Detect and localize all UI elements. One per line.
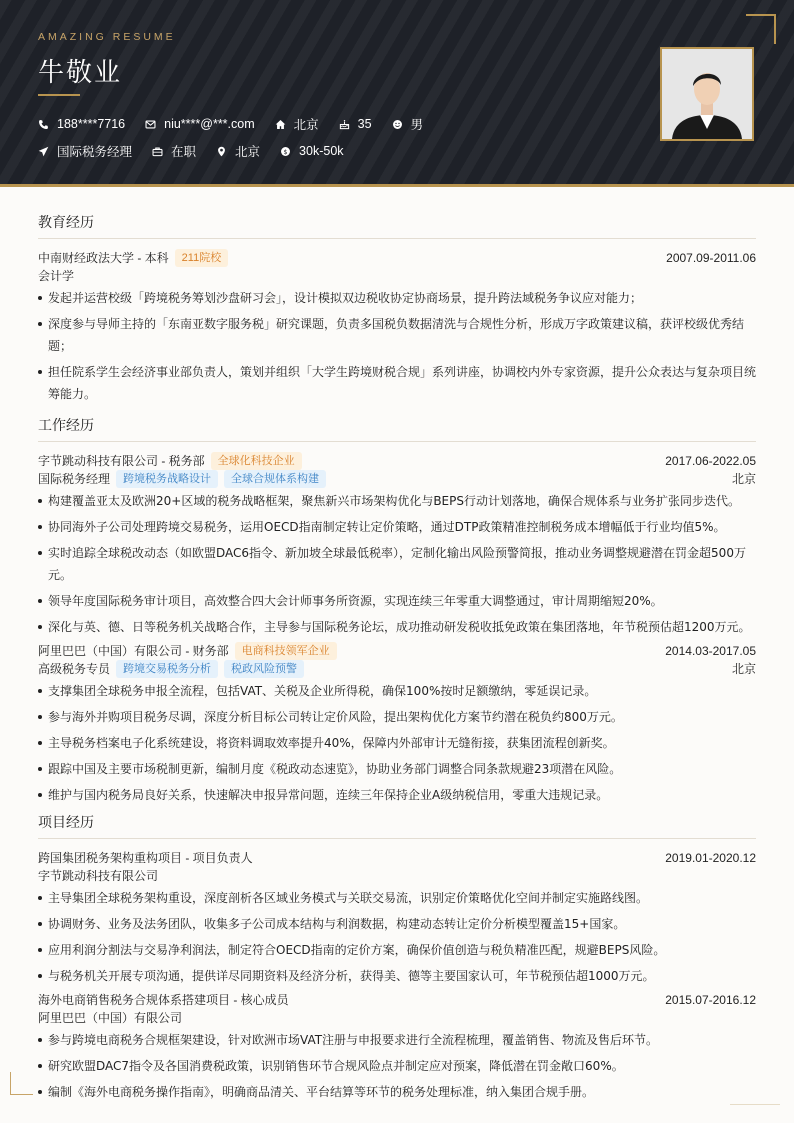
list-item: 研究欧盟DAC7指令及各国消费税政策，识别销售环节合规风险点并制定应对预案，降低潜在罚金敞口60%。 [38, 1055, 756, 1077]
phone-icon [38, 119, 49, 130]
company-tag: 全球化科技企业 [211, 452, 302, 470]
role-tag: 跨境税务战略设计 [116, 470, 218, 488]
status-value: 在职 [171, 145, 197, 159]
job-role: 高级税务专员 [38, 662, 111, 676]
home-icon [275, 119, 286, 130]
list-item: 参与海外并购项目税务尽调，深度分析目标公司转让定价风险，提出架构优化方案节约潜在税负约800万元。 [38, 706, 756, 728]
corner-ornament-bottom-right [730, 1104, 780, 1105]
salary-value: 30k-50k [299, 144, 344, 158]
projects-section [38, 812, 756, 1107]
list-item: 协调财务、业务及法务团队，收集多子公司成本结构与利润数据，构建动态转让定价分析模型覆盖15+国家。 [38, 913, 756, 935]
list-item: 领导年度国际税务审计项目，高效整合四大会计师事务所资源，实现连续三年零重大调整通过，审计周期缩短20%。 [38, 590, 756, 612]
money-icon [280, 146, 291, 157]
corner-ornament-top-right [746, 14, 776, 44]
name-underline [38, 94, 80, 96]
list-item: 跟踪中国及主要市场税制更新，编制月度《税政动态速览》，协助业务部门调整合同条款规避23项潜在风险。 [38, 758, 756, 780]
education-section [38, 212, 756, 409]
location-value: 北京 [235, 145, 261, 159]
job-date: 2014.03-2017.05 [665, 644, 756, 658]
work-section [38, 415, 756, 810]
section-title: 项目经历 [38, 812, 756, 839]
education-header-row [38, 249, 756, 267]
role-tag: 税政风险预警 [224, 660, 304, 678]
age-item [339, 117, 372, 131]
company-name: 阿里巴巴（中国）有限公司 - 财务部 [38, 644, 229, 658]
gender-value: 男 [410, 118, 424, 132]
phone-value: 188****7716 [57, 117, 126, 131]
briefcase-icon [152, 146, 163, 157]
job-role-row [38, 660, 756, 678]
list-item: 应用利润分割法与交易净利润法，制定符合OECD指南的定价方案，确保价值创造与税负精准匹配，规避BEPS风险。 [38, 939, 756, 961]
project-header-row [38, 991, 756, 1009]
map-pin-icon [216, 146, 227, 157]
list-item: 深化与英、德、日等税务机关战略合作，主导参与国际税务论坛，成功推动研发税收抵免政策在集团落地，年节税预估超1200万元。 [38, 616, 756, 638]
project-org-row [38, 1009, 756, 1027]
job-bullets [38, 490, 756, 638]
profile-photo [660, 47, 754, 141]
project-date: 2015.07-2016.12 [665, 993, 756, 1007]
header-gold-border [0, 184, 794, 187]
company-tag: 电商科技领军企业 [235, 642, 337, 660]
list-item: 参与跨境电商税务合规框架建设，针对欧洲市场VAT注册与申报要求进行全流程梳理，覆盖销售、物流及售后环节。 [38, 1029, 756, 1051]
project-bullets [38, 1029, 756, 1103]
job-bullets [38, 680, 756, 806]
section-title: 工作经历 [38, 415, 756, 442]
job-role: 国际税务经理 [38, 472, 111, 486]
position-item [38, 142, 132, 160]
project-name: 海外电商销售税务合规体系搭建项目 - 核心成员 [38, 993, 289, 1007]
project-header-row [38, 849, 756, 867]
list-item: 支撑集团全球税务申报全流程，包括VAT、关税及企业所得税，确保100%按时足额缴纳，零延误记录。 [38, 680, 756, 702]
education-bullets [38, 287, 756, 405]
section-title: 教育经历 [38, 212, 756, 239]
list-item: 编制《海外电商税务操作指南》，明确商品清关、平台结算等环节的税务处理标准，纳入集团合规手册。 [38, 1081, 756, 1103]
smile-icon [392, 119, 403, 130]
project-org-row [38, 867, 756, 885]
city-item [275, 115, 319, 133]
email-icon [145, 119, 156, 130]
major: 会计学 [38, 269, 75, 283]
list-item: 协同海外子公司处理跨境交易税务，运用OECD指南制定转让定价策略，通过DTP政策精准控制税务成本增幅低于行业均值5%。 [38, 516, 756, 538]
list-item: 发起并运营校级「跨境税务筹划沙盘研习会」，设计模拟双边税收协定协商场景，提升跨法域税务争议应对能力； [38, 287, 756, 309]
job-header-row [38, 642, 756, 660]
job-city: 北京 [731, 662, 756, 676]
location-item [216, 142, 260, 160]
job-date: 2017.06-2022.05 [665, 454, 756, 468]
resume-tagline: AMAZING RESUME [38, 31, 176, 43]
contact-row [38, 115, 443, 133]
major-row [38, 267, 756, 285]
role-tag: 全球合规体系构建 [224, 470, 326, 488]
svg-text:$: $ [283, 148, 288, 156]
avatar-icon [662, 49, 752, 139]
candidate-name: 牛敬业 [38, 58, 123, 88]
job-header-row [38, 452, 756, 470]
age-value: 35 [357, 117, 372, 131]
list-item: 与税务机关开展专项沟通，提供详尽同期资料及经济分析，获得美、德等主要国家认可，年节税预估超1000万元。 [38, 965, 756, 987]
list-item: 构建覆盖亚太及欧洲20+区域的税务战略框架，聚焦新兴市场架构优化与BEPS行动计划落地，确保合规体系与业务扩张同步迭代。 [38, 490, 756, 512]
gender-item [392, 115, 424, 133]
list-item: 主导集团全球税务架构重设，深度剖析各区域业务模式与关联交易流，识别定价策略优化空间并制定实施路线图。 [38, 887, 756, 909]
project-bullets [38, 887, 756, 987]
email-value: niu****@***.com [164, 117, 255, 131]
school-tag: 211院校 [175, 249, 229, 267]
city-value: 北京 [293, 118, 319, 132]
job-intent-row [38, 142, 364, 160]
project-name: 跨国集团税务架构重构项目 - 项目负责人 [38, 851, 253, 865]
job-city: 北京 [731, 472, 756, 486]
list-item: 实时追踪全球税改动态（如欧盟DAC6指令、新加坡全球最低税率），定制化输出风险预警简报，推动业务调整规避潜在罚金超500万元。 [38, 542, 756, 586]
list-item: 维护与国内税务局良好关系，快速解决申报异常问题，连续三年保持企业A级纳税信用，零重大违规记录。 [38, 784, 756, 806]
job-role-row [38, 470, 756, 488]
company-name: 字节跳动科技有限公司 - 税务部 [38, 454, 205, 468]
project-date: 2019.01-2020.12 [665, 851, 756, 865]
corner-ornament-bottom-left [10, 1072, 33, 1095]
status-item [152, 142, 196, 160]
list-item: 担任院系学生会经济事业部负责人，策划并组织「大学生跨境财税合规」系列讲座，协调校内外专家资源，提升公众表达与复杂项目统筹能力。 [38, 361, 756, 405]
project-org: 字节跳动科技有限公司 [38, 869, 159, 883]
education-date: 2007.09-2011.06 [666, 251, 756, 265]
salary-item [280, 144, 343, 158]
school-name: 中南财经政法大学 - 本科 [38, 251, 169, 265]
email-item [145, 117, 255, 131]
position-value: 国际税务经理 [57, 145, 133, 159]
project-org: 阿里巴巴（中国）有限公司 [38, 1011, 183, 1025]
send-icon [38, 146, 49, 157]
list-item: 主导税务档案电子化系统建设，将资料调取效率提升40%，保障内外部审计无缝衔接，获集团流程创新奖。 [38, 732, 756, 754]
cake-icon [339, 119, 350, 130]
list-item: 深度参与导师主持的「东南亚数字服务税」研究课题，负责多国税负数据清洗与合规性分析，形成万字政策建议稿，获评校级优秀结题； [38, 313, 756, 357]
role-tag: 跨境交易税务分析 [116, 660, 218, 678]
phone-item [38, 117, 125, 131]
